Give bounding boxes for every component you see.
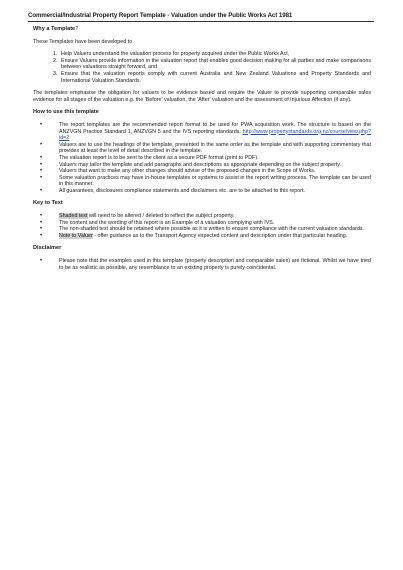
list-item: • Some valuation practices may have in-house templates or systems to assist in the report writing process. The template can be used in this manner. <box>59 175 371 188</box>
list-item: • Shaded text will need to be altered / deleted to reflect the subject property. <box>59 213 371 220</box>
list-item: • All guarantees, disclosures compliance statements and disclaimers etc. are to be attached to this report. <box>59 188 371 195</box>
list-item: • The non-shaded text should be retained where possible as it is written to ensure compliance with the current valuation standards. <box>59 226 371 233</box>
list-item: 2. Ensure Valuers provide information in the valuation report that enables good decision making for all parties and make comparisons between valuations straight forward, and <box>59 58 371 71</box>
key-list <box>33 213 371 239</box>
note-to-valuer-sample: Note to Valuer <box>59 232 93 239</box>
list-item: • Valuers may tailor the template and add paragraphs and descriptions as appropriate depending on the subject property. <box>59 162 371 169</box>
list-item: • The content and the wording of this report is an Example of a valuation complying with IVS. <box>59 220 371 227</box>
list-item: • Valuers are to use the headings of the template, presented in the same order as the template and with supporting commentary that provides at least the level of detail described in the template. <box>59 142 371 155</box>
property-standards-link[interactable]: http://www.propertystandards.org.nz/course/view.php?id=2 <box>59 128 371 142</box>
why-list <box>33 51 371 84</box>
section-heading-why: Why a Template? <box>33 26 79 32</box>
document-title: Commercial/Industrial Property Report Template - Valuation under the Public Works Act 1981 <box>28 12 374 22</box>
shaded-text-sample: Shaded text <box>59 213 88 220</box>
document-body <box>33 26 371 277</box>
section-heading-disclaimer: Disclaimer <box>33 245 62 252</box>
list-item: 1. Help Valuers understand the valuation process for property acquired under the Public Works Act, <box>59 51 371 58</box>
disclaimer-list <box>33 258 371 271</box>
section-heading-key: Key to Text <box>33 200 63 207</box>
how-list <box>33 122 371 195</box>
section-heading-how: How to use this template <box>33 109 99 116</box>
list-item: • Note to Valuer - offer guidance as to the Transport Agency expected content and description under that particular heading. <box>59 233 371 240</box>
why-intro: These Templates have been developed to <box>33 38 133 45</box>
list-item: • The valuation report is to be sent to the client as a secure PDF format (print to PDF). <box>59 155 371 162</box>
why-paragraph: The templates emphasise the obligation for valuers to be evidence based and require the Valuer to provide supporting comparable sales evidence for all stages of the valuation e.g. the 'Before' valuation, the 'After' valuation and the assessment of Injurious Affection (if any). <box>33 90 371 103</box>
list-item: 3. Ensure that the valuation reports comply with current Australia and New Zealand Valuations and Property Standards and International Valuation Standards. <box>59 71 371 84</box>
list-item: • Please note that the examples used in this template (property description and comparable sales) are fictional. Whilst we have tried to be as realistic as possible, any resemblance to an existing property is purely coincidental. <box>59 258 371 271</box>
list-item: • The report templates are the recommended report format to be used for PWA acquisition work. The structure is based on the ANZVGN Practice Standard 1, ANZVGN 5 and the IVS reporting standards. http://www.propertystandards.org.nz/course/view.php?id=2 <box>59 122 371 142</box>
list-item: • Valuers that want to make any other changes should advise of the proposed changes in the Scope of Works. <box>59 168 371 175</box>
